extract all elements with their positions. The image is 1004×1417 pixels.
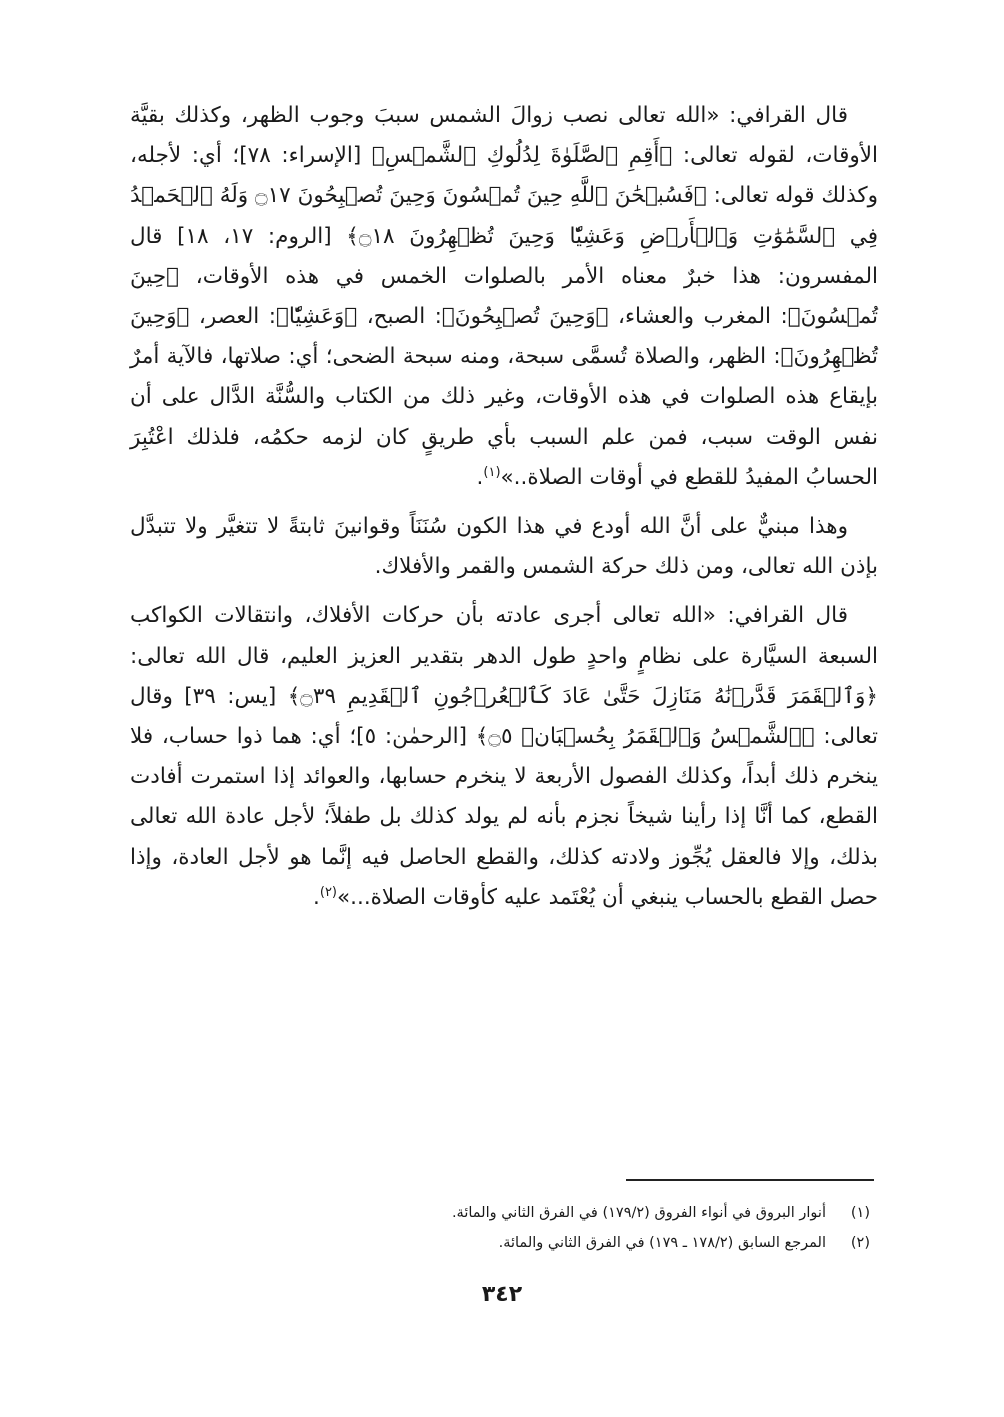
footnote-2-number: (٢) [850,1235,870,1251]
paragraph-1 [130,96,878,498]
paragraph-3-tail: . [313,884,320,910]
footnote-1-number: (١) [850,1205,870,1221]
footnotes [130,1198,878,1258]
footnote-2-text: المرجع السابق (١٧٨/٢ ـ ١٧٩) في الفرق الثاني والمائة. [498,1235,826,1251]
paragraph-3-text: قال القرافي: «الله تعالى أجرى عادته بأن حركات الأفلاك، وانتقالات الكواكب السبعة السيَّارة على نظامٍ واحدٍ طول الدهر بتقدير العزيز العليم، قال الله تعالى: ﴿وَٱلۡقَمَرَ قَدَّرۡنَٰهُ مَنَازِلَ حَتَّىٰ عَادَ كَٱلۡعُرۡجُونِ ٱلۡقَدِيمِ ۝٣٩﴾ [يس: ٣٩] وقال تعالى: ﴿ٱلشَّمۡسُ وَٱلۡقَمَرُ بِحُسۡبَانٖ ۝٥﴾ [الرحمٰن: ٥]؛ أي: هما ذوا حساب، فلا ينخرم ذلك أبداً، وكذلك الفصول الأربعة لا ينخرم حسابها، والعوائد إذا استمرت أفادت القطع، كما أنَّا إذا رأينا شيخاً نجزم بأنه لم يولد كذلك بل طفلاً؛ لأجل عادة الله تعالى بذلك، وإلا فالعقل يُجِّوز ولادته كذلك، والقطع الحاصل فيه إنَّما هو لأجل العادة، وإذا حصل القطع بالحساب ينبغي أن يُعْتَمد عليه كأوقات الصلاة...» [130,603,878,910]
footnote-1-text: أنوار البروق في أنواء الفروق (١٧٩/٢) في الفرق الثاني والمائة. [451,1205,826,1221]
paragraph-1-tail: . [476,464,484,490]
footnote-1 [130,1198,878,1228]
footnote-ref-2: (٢) [319,884,337,900]
paragraph-1-text: قال القرافي: «الله تعالى نصب زوالَ الشمس سببَ وجوب الظهر، وكذلك بقيَّة الأوقات، لقوله تعالى: ﴿أَقِمِ ٱلصَّلَوٰةَ لِدُلُوكِ ٱلشَّمۡسِ﴾ [الإسراء: ٧٨]؛ أي: لأجله، وكذلك قوله تعالى: ﴿فَسُبۡحَٰنَ ٱللَّهِ حِينَ تُمۡسُونَ وَحِينَ تُصۡبِحُونَ ۝١٧ وَلَهُ ٱلۡحَمۡدُ فِي ٱلسَّمَٰوَٰتِ وَٱلۡأَرۡضِ وَعَشِيّٗا وَحِينَ تُظۡهِرُونَ ۝١٨﴾ [الروم: ١٧، ١٨] قال المفسرون: هذا خبرٌ معناه الأمر بالصلوات الخمس في هذه الأوقات، ﴿حِينَ تُمۡسُونَ﴾: المغرب والعشاء، ﴿وَحِينَ تُصۡبِحُونَ﴾: الصبح، ﴿وَعَشِيّٗا﴾: العصر، ﴿وَحِينَ تُظۡهِرُونَ﴾: الظهر، والصلاة تُسمَّى سبحة، ومنه سبحة الضحى؛ أي: صلاتها، فالآية أمرٌ بإيقاع هذه الصلوات في هذه الأوقات، وغير ذلك من الكتاب والسُّنَّة الدَّال على أن نفس الوقت سبب، فمن علم السبب بأي طريقٍ كان لزمه حكمُه، فلذلك اعْتُبِرَ الحسابُ المفيدُ للقطع في أوقات الصلاة..» [130,103,879,490]
footnote-ref-1: (١) [483,464,501,480]
footnote-2 [130,1228,878,1258]
paragraph-2 [130,507,878,587]
page-number: ٣٤٢ [481,1282,523,1307]
paragraph-2-text: وهذا مبنيٌّ على أنَّ الله أودع في هذا الكون سُنَنَاً وقوانينَ ثابتةً لا تتغيَّر ولا تتبدَّل بإذن الله تعالى، ومن ذلك حركة الشمس والقمر والأفلاك. [130,514,878,580]
footnote-divider [626,1179,874,1181]
main-text [130,96,878,927]
paragraph-3 [130,596,878,918]
